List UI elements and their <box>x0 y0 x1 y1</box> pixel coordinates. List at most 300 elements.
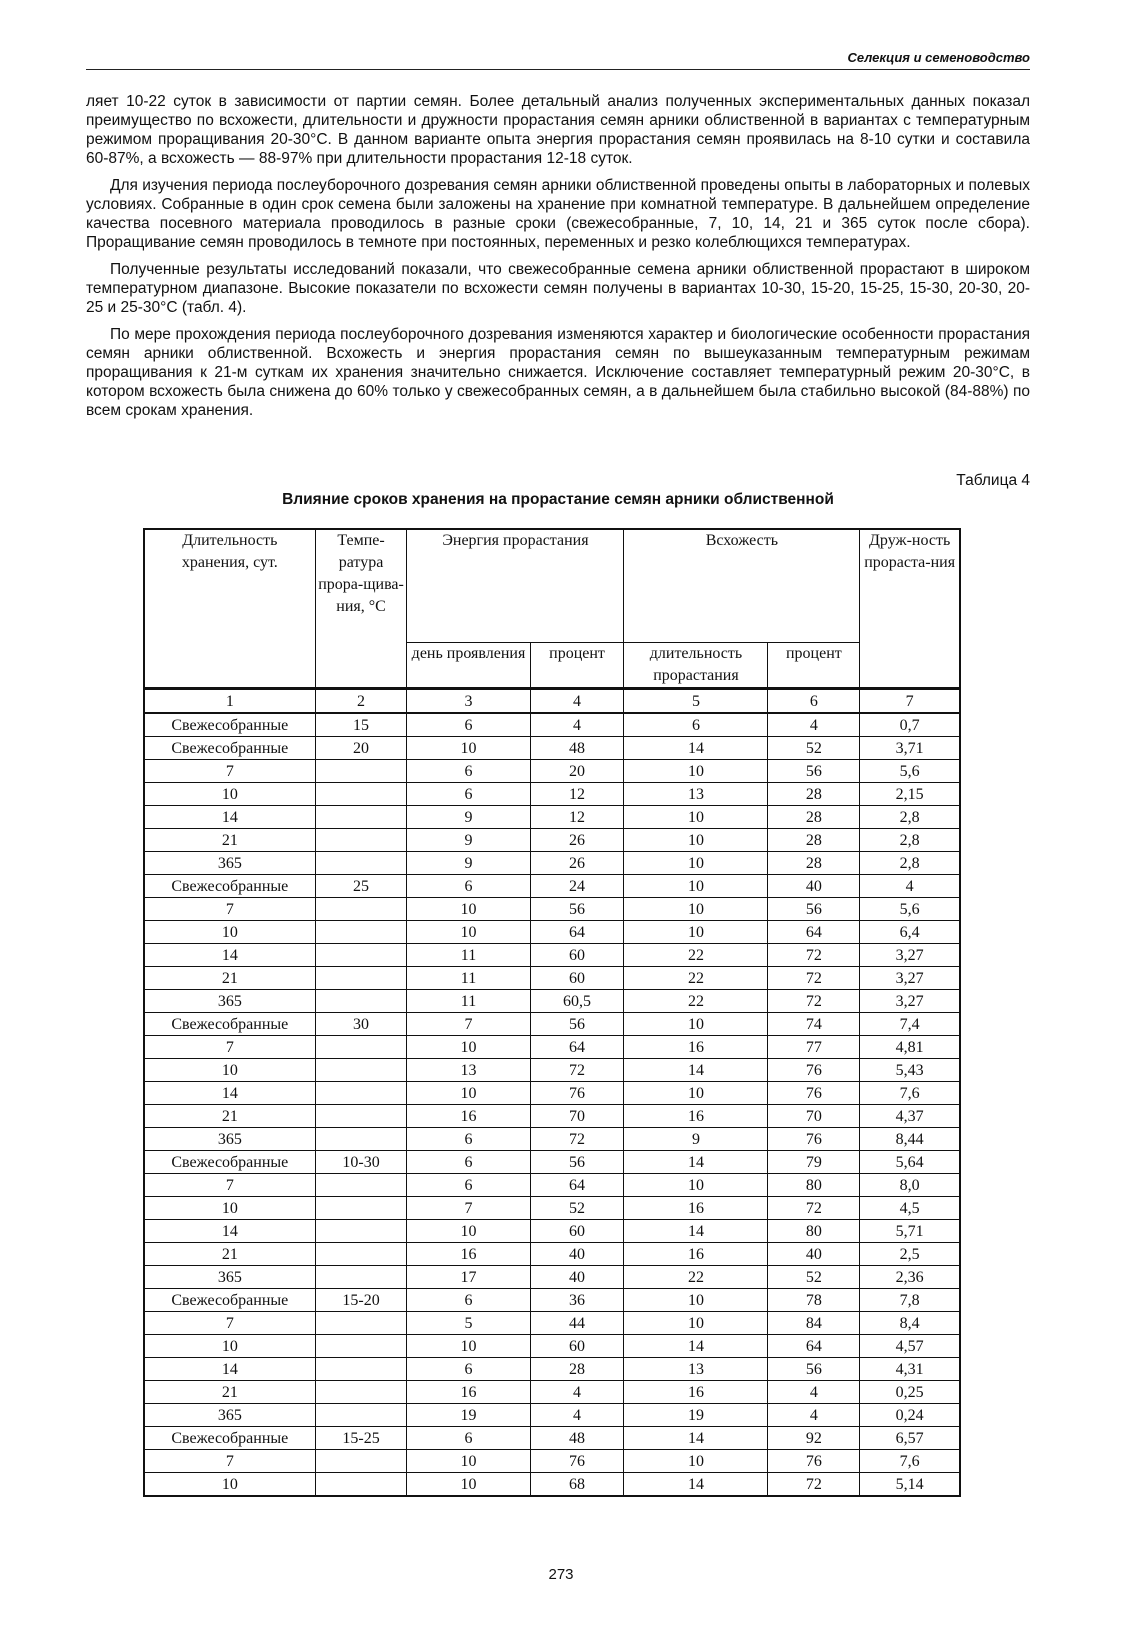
table-cell: 10 <box>624 898 768 921</box>
table-cell: 76 <box>530 1082 624 1105</box>
table-cell: 12 <box>530 806 624 829</box>
table-cell: 14 <box>624 1220 768 1243</box>
table-cell: 19 <box>624 1404 768 1427</box>
table-cell: 6 <box>407 1151 530 1174</box>
table-cell: 7 <box>144 1174 315 1197</box>
table-cell: 10-30 <box>315 1151 407 1174</box>
table-cell: Свежесобранные <box>144 1151 315 1174</box>
table-cell: 3,27 <box>860 944 960 967</box>
table-cell: 10 <box>624 875 768 898</box>
table-cell: 72 <box>768 967 860 990</box>
table-cell: 21 <box>144 1243 315 1266</box>
table-cell: 44 <box>530 1312 624 1335</box>
table-cell: 16 <box>407 1243 530 1266</box>
table-cell: 4,31 <box>860 1358 960 1381</box>
table-cell: 76 <box>768 1082 860 1105</box>
table-cell: 60 <box>530 944 624 967</box>
table-cell: 28 <box>768 829 860 852</box>
header-temperature: Темпе-ратура прора-щива-ния, °С <box>315 529 407 689</box>
table-cell: 14 <box>144 1082 315 1105</box>
table-cell: 7 <box>144 1312 315 1335</box>
table-cell: 4 <box>530 713 624 737</box>
table-cell: 77 <box>768 1036 860 1059</box>
table-cell: 7 <box>144 1450 315 1473</box>
table-cell: 52 <box>530 1197 624 1220</box>
table-cell: 10 <box>144 921 315 944</box>
table-cell: 14 <box>144 806 315 829</box>
table-cell: 48 <box>530 737 624 760</box>
table-cell: 6,4 <box>860 921 960 944</box>
table-cell: 70 <box>768 1105 860 1128</box>
header-germination: Всхожесть <box>624 529 860 643</box>
table-cell: 5,6 <box>860 760 960 783</box>
column-number: 1 <box>144 689 315 714</box>
table-cell: 16 <box>624 1381 768 1404</box>
page-number: 273 <box>548 1566 574 1583</box>
table-cell <box>315 898 407 921</box>
table-row <box>144 875 960 898</box>
table-cell: 16 <box>624 1105 768 1128</box>
table-cell: 6 <box>407 1174 530 1197</box>
table-cell: 60 <box>530 967 624 990</box>
table-cell: 3,27 <box>860 967 960 990</box>
table-row <box>144 1128 960 1151</box>
table-cell: 26 <box>530 829 624 852</box>
table-cell: 92 <box>768 1427 860 1450</box>
table-cell: 80 <box>768 1220 860 1243</box>
table-cell: 10 <box>624 806 768 829</box>
column-number: 2 <box>315 689 407 714</box>
table-cell: 8,0 <box>860 1174 960 1197</box>
table-cell: 56 <box>768 760 860 783</box>
column-number: 3 <box>407 689 530 714</box>
table-cell: 56 <box>768 1358 860 1381</box>
table-cell: 7,8 <box>860 1289 960 1312</box>
table-cell: 6 <box>407 875 530 898</box>
table-cell: 14 <box>624 1151 768 1174</box>
table-cell: 84 <box>768 1312 860 1335</box>
table-cell: 9 <box>407 806 530 829</box>
table-cell: 21 <box>144 1381 315 1404</box>
table-cell: 14 <box>624 1335 768 1358</box>
table-row <box>144 1174 960 1197</box>
table-cell: 9 <box>407 829 530 852</box>
table-cell: 6 <box>407 783 530 806</box>
table-cell: 7,4 <box>860 1013 960 1036</box>
table-cell: 6 <box>407 713 530 737</box>
header-friendliness: Друж-ность прораста-ния <box>860 529 960 689</box>
table-cell: 56 <box>530 1151 624 1174</box>
table-cell: 4 <box>530 1404 624 1427</box>
table-cell: 10 <box>407 1220 530 1243</box>
table-cell: 64 <box>530 1036 624 1059</box>
running-header: Селекция и семеноводство <box>86 50 1030 70</box>
column-number: 4 <box>530 689 624 714</box>
table-cell <box>315 783 407 806</box>
paragraph: ляет 10-22 суток в зависимости от партии семян. Более детальный анализ полученных экспериментальных данных показал преимущество по всхожести, длительности и дружности прорастания семян арники облиственной в вариантах с температурным режимом проращивания 20-30°С. В данном варианте опыта энергия прорастания семян проявилась на 8-10 сутки и составила 60-87%, а всхожесть — 88-97% при длительности прорастания 12-18 суток. <box>86 93 1030 167</box>
table-cell: 10 <box>624 1450 768 1473</box>
table-cell: 10 <box>407 1335 530 1358</box>
table-cell: 22 <box>624 1266 768 1289</box>
table-cell: 64 <box>530 1174 624 1197</box>
table-cell: 8,4 <box>860 1312 960 1335</box>
table-cell: 28 <box>530 1358 624 1381</box>
table-cell <box>315 852 407 875</box>
table-cell: 40 <box>530 1243 624 1266</box>
table-cell: 72 <box>530 1059 624 1082</box>
table-cell: 15-20 <box>315 1289 407 1312</box>
table-cell: 72 <box>768 990 860 1013</box>
table-cell: Свежесобранные <box>144 1289 315 1312</box>
table-cell <box>315 1473 407 1497</box>
table-row <box>144 1473 960 1497</box>
table-cell: 14 <box>144 1220 315 1243</box>
table-cell: 0,7 <box>860 713 960 737</box>
table-cell <box>315 990 407 1013</box>
table-cell: 2,8 <box>860 806 960 829</box>
paragraph: Полученные результаты исследований показали, что свежесобранные семена арники облиственной прорастают в широком температурном диапазоне. Высокие показатели по всхожести семян получены в вариантах 10-30, 15-20, 15-25, 15-30, 20-30, 20-25 и 25-30°С (табл. 4). <box>86 261 1030 316</box>
table-row <box>144 1059 960 1082</box>
table-cell: 25 <box>315 875 407 898</box>
table-cell: 10 <box>624 829 768 852</box>
table-cell: 76 <box>768 1450 860 1473</box>
table-cell: 40 <box>768 875 860 898</box>
table-cell: 22 <box>624 990 768 1013</box>
table-cell <box>315 1105 407 1128</box>
table-cell: 28 <box>768 852 860 875</box>
table-cell: Свежесобранные <box>144 1013 315 1036</box>
table-cell: 16 <box>624 1243 768 1266</box>
table-cell: 7,6 <box>860 1450 960 1473</box>
table-cell: 365 <box>144 1128 315 1151</box>
table-cell: 2,36 <box>860 1266 960 1289</box>
table-cell <box>315 1312 407 1335</box>
body-text <box>86 92 1030 428</box>
table-cell: 52 <box>768 737 860 760</box>
table-cell: 14 <box>624 1473 768 1497</box>
table-cell: 7 <box>144 1036 315 1059</box>
table-cell: 10 <box>144 1197 315 1220</box>
table-cell: 16 <box>624 1197 768 1220</box>
table-cell <box>315 967 407 990</box>
table-cell <box>315 1059 407 1082</box>
table-row <box>144 852 960 875</box>
table-cell: 16 <box>624 1036 768 1059</box>
table-row <box>144 806 960 829</box>
table-cell: 4,5 <box>860 1197 960 1220</box>
table-cell: 74 <box>768 1013 860 1036</box>
table-cell: 365 <box>144 1404 315 1427</box>
table-cell: 21 <box>144 1105 315 1128</box>
table-cell: 4,57 <box>860 1335 960 1358</box>
table-cell: 10 <box>407 1082 530 1105</box>
column-number: 6 <box>768 689 860 714</box>
table-cell <box>315 1220 407 1243</box>
table-cell: 365 <box>144 1266 315 1289</box>
table-cell: 365 <box>144 852 315 875</box>
table-cell: 14 <box>624 1059 768 1082</box>
table-cell: 15 <box>315 713 407 737</box>
table-cell: 10 <box>624 852 768 875</box>
table-cell: 22 <box>624 944 768 967</box>
table-row <box>144 1013 960 1036</box>
table-cell <box>315 760 407 783</box>
table-cell: 10 <box>407 1450 530 1473</box>
table-cell: 7 <box>144 760 315 783</box>
table-cell: 76 <box>530 1450 624 1473</box>
table-row <box>144 1151 960 1174</box>
table-row <box>144 1243 960 1266</box>
table-cell: 10 <box>624 1289 768 1312</box>
table-row <box>144 1404 960 1427</box>
table-cell <box>315 1358 407 1381</box>
table-cell: 7 <box>144 898 315 921</box>
table-cell <box>315 1335 407 1358</box>
table-cell: 56 <box>530 898 624 921</box>
table-cell: 5,64 <box>860 1151 960 1174</box>
table-cell: 12 <box>530 783 624 806</box>
table-cell: 3,71 <box>860 737 960 760</box>
table-cell: 6 <box>407 1128 530 1151</box>
table-cell: 72 <box>530 1128 624 1151</box>
table-cell: 4 <box>768 713 860 737</box>
table-cell: 6 <box>407 1289 530 1312</box>
header-germ-percent: процент <box>768 643 860 689</box>
table-cell: 60 <box>530 1220 624 1243</box>
table-cell: 5 <box>407 1312 530 1335</box>
table-cell: 10 <box>624 1013 768 1036</box>
table-cell: 30 <box>315 1013 407 1036</box>
table-cell: 28 <box>768 806 860 829</box>
table-cell: 68 <box>530 1473 624 1497</box>
table-cell: 6 <box>407 1427 530 1450</box>
header-energy: Энергия прорастания <box>407 529 624 643</box>
table-cell: 9 <box>624 1128 768 1151</box>
table-cell <box>315 1128 407 1151</box>
table-cell <box>315 1082 407 1105</box>
table-cell: 4 <box>860 875 960 898</box>
table-row <box>144 1312 960 1335</box>
table-cell: 16 <box>407 1105 530 1128</box>
table-cell: 14 <box>624 1427 768 1450</box>
paragraph: Для изучения периода послеуборочного дозревания семян арники облиственной проведены опыты в лабораторных и полевых условиях. Собранные в один срок семена были заложены на хранение при комнатной температуре. В дальнейшем определение качества посевного материала проводилось в разные сроки (свежесобранные, 7, 10, 14, 21 и 365 суток после сбора). Проращивание семян проводилось в темноте при постоянных, переменных и резко колеблющихся температурах. <box>86 177 1030 251</box>
table-cell: 72 <box>768 1473 860 1497</box>
table-cell: Свежесобранные <box>144 737 315 760</box>
table-cell <box>315 1036 407 1059</box>
table-row <box>144 1381 960 1404</box>
table-label: Таблица 4 <box>956 472 1030 489</box>
paragraph: По мере прохождения периода послеуборочного дозревания изменяются характер и биологические особенности прорастания семян арники облиственной. Всхожесть и энергия прорастания семян по вышеуказанным температурным режимам проращивания к 21-м суткам их хранения значительно снижается. Исключение составляет температурный режим 20-30°С, в котором всхожесть была снижена до 60% только у свежесобранных семян, а в дальнейшем была стабильно высокой (84-88%) по всем срокам хранения. <box>86 326 1030 419</box>
table-cell: 13 <box>624 1358 768 1381</box>
table-cell: 56 <box>530 1013 624 1036</box>
table-cell: 14 <box>624 737 768 760</box>
table-cell: 9 <box>407 852 530 875</box>
table-cell: 10 <box>407 921 530 944</box>
table-cell: 2,8 <box>860 852 960 875</box>
table-cell: 60 <box>530 1335 624 1358</box>
table-cell: 14 <box>144 944 315 967</box>
table-cell: 2,5 <box>860 1243 960 1266</box>
table-cell: 21 <box>144 829 315 852</box>
table-cell: 7 <box>407 1013 530 1036</box>
table-cell: 40 <box>768 1243 860 1266</box>
table-cell: 11 <box>407 990 530 1013</box>
table-cell <box>315 921 407 944</box>
table-cell: 17 <box>407 1266 530 1289</box>
table-cell: 19 <box>407 1404 530 1427</box>
table-cell: 80 <box>768 1174 860 1197</box>
column-number: 7 <box>860 689 960 714</box>
table-cell: 48 <box>530 1427 624 1450</box>
column-number-row <box>144 689 960 714</box>
table-cell: 10 <box>144 783 315 806</box>
table-cell: 4 <box>530 1381 624 1404</box>
table-cell: 5,71 <box>860 1220 960 1243</box>
table-row <box>144 1266 960 1289</box>
data-table <box>143 528 961 1497</box>
table-row <box>144 1450 960 1473</box>
table-cell: 10 <box>624 760 768 783</box>
table-cell: 16 <box>407 1381 530 1404</box>
table-cell: 64 <box>530 921 624 944</box>
table-body <box>144 689 960 1497</box>
table-cell: 5,6 <box>860 898 960 921</box>
table-cell: 28 <box>768 783 860 806</box>
header-duration: Длительность хранения, сут. <box>144 529 315 689</box>
table-cell: 10 <box>624 921 768 944</box>
table-cell <box>315 1197 407 1220</box>
table-cell: 78 <box>768 1289 860 1312</box>
table-cell: 15-25 <box>315 1427 407 1450</box>
table-cell: 4,37 <box>860 1105 960 1128</box>
table-cell: 11 <box>407 944 530 967</box>
table-row <box>144 713 960 737</box>
table-cell <box>315 1243 407 1266</box>
table-cell: 7,6 <box>860 1082 960 1105</box>
table-cell <box>315 829 407 852</box>
table-cell: 70 <box>530 1105 624 1128</box>
table-row <box>144 1220 960 1243</box>
header-energy-day: день проявления <box>407 643 530 689</box>
table-cell: 10 <box>144 1335 315 1358</box>
table-row <box>144 1358 960 1381</box>
table-cell: 5,43 <box>860 1059 960 1082</box>
table-cell: 0,24 <box>860 1404 960 1427</box>
table-row <box>144 1289 960 1312</box>
table-cell: Свежесобранные <box>144 1427 315 1450</box>
table-cell: 26 <box>530 852 624 875</box>
table-cell: 2,8 <box>860 829 960 852</box>
table-cell: 10 <box>144 1473 315 1497</box>
table-cell: 6 <box>624 713 768 737</box>
table-cell: 8,44 <box>860 1128 960 1151</box>
table-cell: 6 <box>407 760 530 783</box>
table-row <box>144 1105 960 1128</box>
table-row <box>144 944 960 967</box>
table-row <box>144 1197 960 1220</box>
table-cell: 4 <box>768 1404 860 1427</box>
table-row <box>144 737 960 760</box>
table-cell <box>315 1404 407 1427</box>
table-cell: 0,25 <box>860 1381 960 1404</box>
table-cell: 4 <box>768 1381 860 1404</box>
table-cell: 10 <box>624 1082 768 1105</box>
table-cell: 72 <box>768 944 860 967</box>
table-row <box>144 990 960 1013</box>
header-energy-percent: процент <box>530 643 624 689</box>
table-row <box>144 1335 960 1358</box>
table-cell: 5,14 <box>860 1473 960 1497</box>
table-cell: 10 <box>407 737 530 760</box>
table-cell: Свежесобранные <box>144 713 315 737</box>
table-cell: 56 <box>768 898 860 921</box>
table-cell: 6 <box>407 1358 530 1381</box>
table-cell: 64 <box>768 921 860 944</box>
table-cell: 2,15 <box>860 783 960 806</box>
table-cell: 60,5 <box>530 990 624 1013</box>
table-row <box>144 967 960 990</box>
table-cell: 10 <box>624 1312 768 1335</box>
table-cell: 10 <box>407 898 530 921</box>
table-row <box>144 898 960 921</box>
table-cell <box>315 1381 407 1404</box>
table-cell: 21 <box>144 967 315 990</box>
table-cell: 10 <box>144 1059 315 1082</box>
table-cell: 10 <box>407 1036 530 1059</box>
table-cell: 20 <box>530 760 624 783</box>
table-cell: Свежесобранные <box>144 875 315 898</box>
table-title: Влияние сроков хранения на прорастание семян арники облиственной <box>282 491 834 508</box>
table-row <box>144 921 960 944</box>
table-cell <box>315 806 407 829</box>
table-cell: 14 <box>144 1358 315 1381</box>
table-cell: 64 <box>768 1335 860 1358</box>
table-cell: 3,27 <box>860 990 960 1013</box>
table-cell: 6,57 <box>860 1427 960 1450</box>
table-cell: 76 <box>768 1128 860 1151</box>
table-cell <box>315 1450 407 1473</box>
column-number: 5 <box>624 689 768 714</box>
table-cell: 10 <box>407 1473 530 1497</box>
table-cell: 40 <box>530 1266 624 1289</box>
table-cell: 72 <box>768 1197 860 1220</box>
table-cell <box>315 1174 407 1197</box>
table-cell: 20 <box>315 737 407 760</box>
table-cell: 13 <box>624 783 768 806</box>
table-cell: 76 <box>768 1059 860 1082</box>
table-cell: 52 <box>768 1266 860 1289</box>
table-cell: 36 <box>530 1289 624 1312</box>
table-row <box>144 1082 960 1105</box>
table-cell: 22 <box>624 967 768 990</box>
table-row <box>144 1427 960 1450</box>
table-cell: 13 <box>407 1059 530 1082</box>
table-cell <box>315 944 407 967</box>
table-cell: 4,81 <box>860 1036 960 1059</box>
table-cell: 11 <box>407 967 530 990</box>
table-row <box>144 760 960 783</box>
header-germ-duration: длительность прорастания <box>624 643 768 689</box>
table-cell: 24 <box>530 875 624 898</box>
table-cell: 10 <box>624 1174 768 1197</box>
table-row <box>144 783 960 806</box>
table-row <box>144 829 960 852</box>
table-cell: 79 <box>768 1151 860 1174</box>
table-cell: 365 <box>144 990 315 1013</box>
table-cell <box>315 1266 407 1289</box>
table-row <box>144 1036 960 1059</box>
table-cell: 7 <box>407 1197 530 1220</box>
